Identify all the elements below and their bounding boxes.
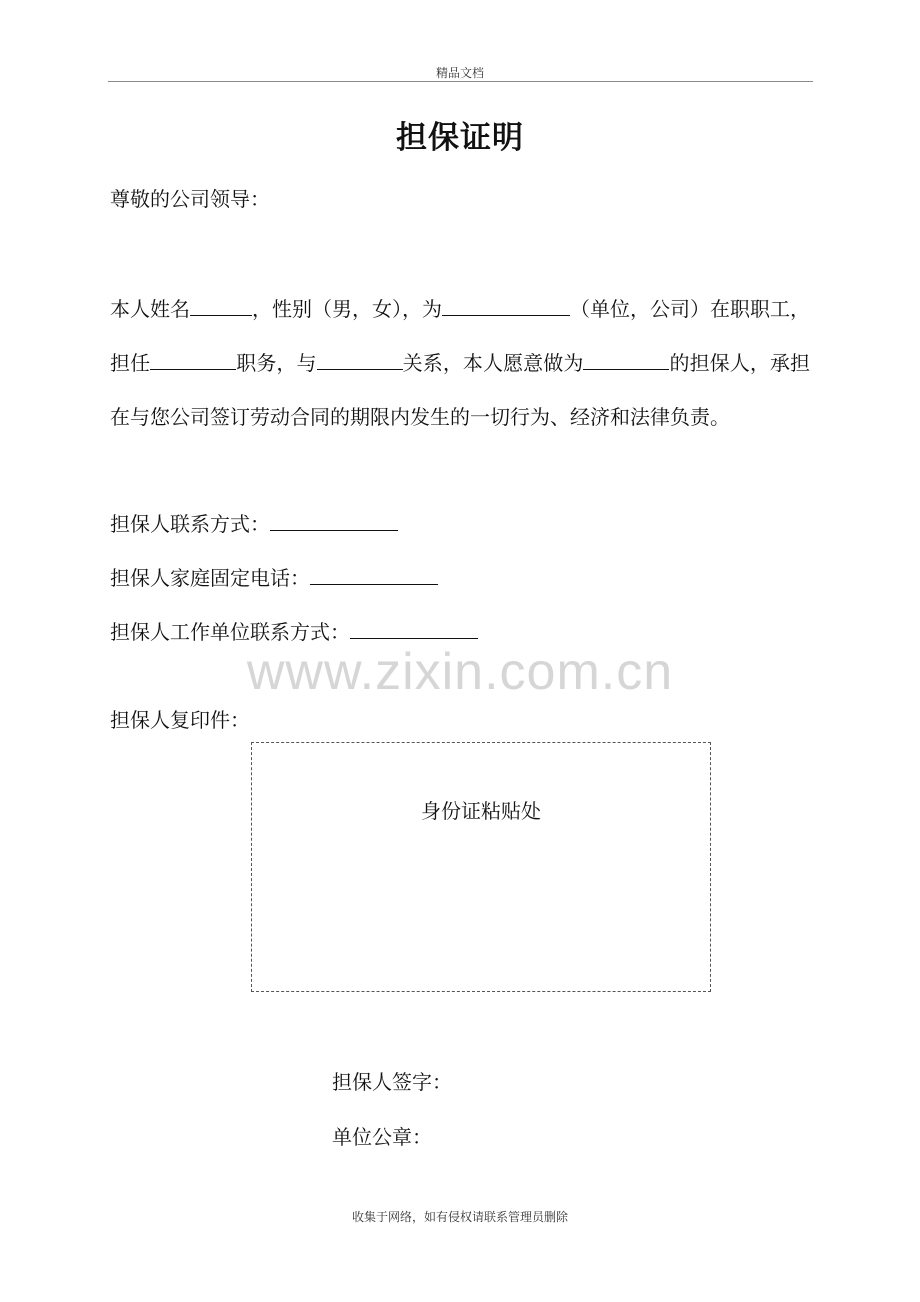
copy-label: 担保人复印件： bbox=[110, 708, 250, 732]
contact-label: 担保人联系方式： bbox=[110, 512, 270, 536]
page-footer-text: 收集于网络，如有侵权请联系管理员删除 bbox=[351, 1210, 568, 1224]
id-card-paste-box bbox=[251, 742, 711, 992]
body-text-6: 的担保人，承担在与您公司签订劳动合同的期限内发生的一切行为、经济和法律负责。 bbox=[110, 351, 811, 429]
id-card-paste-label: 身份证粘贴处 bbox=[421, 799, 541, 823]
home-phone-field bbox=[110, 562, 438, 591]
body-text-3: （单位，公司）在职职工，担任 bbox=[110, 297, 810, 375]
relationship-blank[interactable] bbox=[317, 351, 403, 370]
signature-label: 担保人签字： bbox=[332, 1070, 452, 1094]
position-blank[interactable] bbox=[150, 351, 236, 370]
name-blank[interactable] bbox=[190, 297, 252, 316]
body-text-4: 职务，与 bbox=[236, 351, 317, 375]
work-contact-blank[interactable] bbox=[350, 618, 478, 639]
salutation: 尊敬的公司领导： bbox=[110, 187, 270, 211]
page-header-text: 精品文档 bbox=[435, 66, 484, 80]
employer-blank[interactable] bbox=[442, 297, 570, 316]
work-contact-label: 担保人工作单位联系方式： bbox=[110, 620, 350, 644]
contact-field bbox=[110, 508, 398, 537]
document-title: 担保证明 bbox=[396, 120, 524, 156]
watermark: www.zixin.com.cn bbox=[246, 643, 674, 701]
body-text-5: 关系，本人愿意做为 bbox=[402, 351, 584, 375]
contact-blank[interactable] bbox=[270, 510, 398, 531]
guarantee-paragraph bbox=[110, 282, 810, 444]
home-phone-blank[interactable] bbox=[310, 564, 438, 585]
guaranteed-person-blank[interactable] bbox=[583, 351, 669, 370]
body-text-1: 本人姓名 bbox=[110, 297, 190, 321]
header-divider bbox=[108, 81, 813, 82]
work-contact-field bbox=[110, 616, 478, 645]
seal-label: 单位公章： bbox=[332, 1125, 432, 1149]
home-phone-label: 担保人家庭固定电话： bbox=[110, 566, 310, 590]
body-text-2: ，性别（男，女），为 bbox=[252, 297, 442, 321]
